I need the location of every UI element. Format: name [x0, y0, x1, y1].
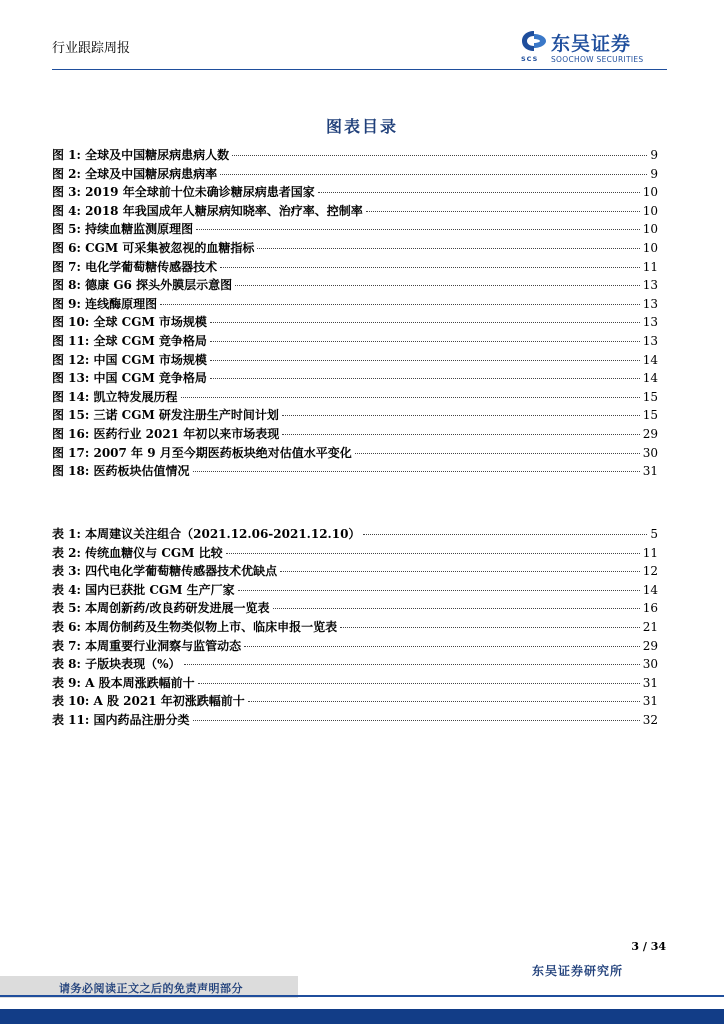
- report-type-label: 行业跟踪周报: [52, 41, 131, 56]
- table-toc-entry[interactable]: [52, 599, 658, 618]
- table-toc-entry[interactable]: [52, 525, 658, 544]
- figure-toc-entry[interactable]: [52, 425, 658, 444]
- toc-leader-dots: [318, 192, 640, 193]
- figure-toc-entry[interactable]: [52, 258, 658, 277]
- toc-entry-label[interactable]: 图 2: 全球及中国糖尿病患病率: [52, 166, 218, 181]
- figure-toc-entry[interactable]: [52, 462, 658, 481]
- footer-band: [0, 1009, 724, 1024]
- figure-toc-entry[interactable]: [52, 351, 658, 370]
- toc-leader-dots: [220, 174, 647, 175]
- toc-leader-dots: [355, 453, 640, 454]
- page-number: 3 / 34: [631, 940, 666, 953]
- toc-leader-dots: [198, 683, 640, 684]
- toc-leader-dots: [273, 608, 640, 609]
- toc-entry-page[interactable]: 14: [642, 371, 658, 386]
- toc-entry-page[interactable]: 31: [642, 694, 658, 709]
- toc-entry-page[interactable]: 10: [642, 222, 658, 237]
- footer-divider: [0, 995, 724, 997]
- toc-leader-dots: [160, 304, 640, 305]
- toc-leader-dots: [210, 322, 640, 323]
- toc-entry-label[interactable]: 图 9: 连线酶原理图: [52, 296, 158, 311]
- toc-entry-label[interactable]: 图 13: 中国 CGM 竞争格局: [52, 371, 207, 386]
- table-toc-entry[interactable]: [52, 637, 658, 656]
- toc-entry-page[interactable]: 31: [642, 675, 658, 690]
- toc-leader-dots: [226, 553, 640, 554]
- toc-entry-label[interactable]: 图 14: 凯立特发展历程: [52, 389, 178, 404]
- brand-logo-icon: [521, 30, 547, 52]
- toc-leader-dots: [181, 397, 640, 398]
- header-divider: [52, 69, 667, 70]
- table-toc-entry[interactable]: [52, 692, 658, 711]
- toc-leader-dots: [210, 378, 640, 379]
- footer-organization: 东吴证券研究所: [532, 964, 624, 978]
- toc-entry-label[interactable]: 表 10: A 股 2021 年初涨跌幅前十: [52, 694, 245, 709]
- toc-entry-page[interactable]: 14: [642, 352, 658, 367]
- toc-entry-label[interactable]: 表 11: 国内药品注册分类: [52, 712, 190, 727]
- toc-entry-page[interactable]: 13: [642, 296, 658, 311]
- toc-leader-dots: [282, 434, 639, 435]
- brand-name-en: SOOCHOW SECURITIES: [551, 55, 644, 64]
- toc-entry-label[interactable]: 表 3: 四代电化学葡萄糖传感器技术优缺点: [52, 564, 278, 579]
- toc-leader-dots: [248, 701, 640, 702]
- toc-entry-label[interactable]: 图 16: 医药行业 2021 年初以来市场表现: [52, 426, 280, 441]
- toc-entry-label[interactable]: 表 7: 本周重要行业洞察与监管动态: [52, 638, 242, 653]
- toc-leader-dots: [210, 360, 640, 361]
- figure-toc-entry[interactable]: [52, 276, 658, 295]
- toc-leader-dots: [184, 664, 640, 665]
- toc-entry-label[interactable]: 表 5: 本周创新药/改良药研发进展一览表: [52, 601, 270, 616]
- figure-toc-entry[interactable]: [52, 183, 658, 202]
- toc-entry-page[interactable]: 21: [642, 619, 658, 634]
- figure-toc-entry[interactable]: [52, 295, 658, 314]
- table-toc-entry[interactable]: [52, 544, 658, 563]
- figure-toc-entry[interactable]: [52, 146, 658, 165]
- toc-entry-label[interactable]: 图 6: CGM 可采集被忽视的血糖指标: [52, 240, 255, 255]
- table-toc-entry[interactable]: [52, 711, 658, 730]
- toc-entry-label[interactable]: 图 18: 医药板块估值情况: [52, 464, 190, 479]
- figure-toc-entry[interactable]: [52, 369, 658, 388]
- toc-entry-page[interactable]: 31: [642, 464, 658, 479]
- figure-toc-entry[interactable]: [52, 239, 658, 258]
- toc-entry-page[interactable]: 13: [642, 315, 658, 330]
- toc-leader-dots: [244, 646, 640, 647]
- figure-toc-entry[interactable]: [52, 406, 658, 425]
- figure-toc-entry[interactable]: [52, 388, 658, 407]
- toc-entry-page[interactable]: 30: [642, 445, 658, 460]
- toc-entry-label[interactable]: 表 6: 本周仿制药及生物类似物上市、临床申报一览表: [52, 619, 338, 634]
- toc-leader-dots: [196, 229, 640, 230]
- toc-entry-label[interactable]: 图 1: 全球及中国糖尿病患病人数: [52, 148, 230, 162]
- table-toc-entry[interactable]: [52, 562, 658, 581]
- toc-entry-label[interactable]: 表 1: 本周建议关注组合（2021.12.06-2021.12.10）: [52, 527, 361, 541]
- toc-entry-label[interactable]: 图 12: 中国 CGM 市场规模: [52, 352, 207, 367]
- toc-leader-dots: [366, 211, 640, 212]
- toc-leader-dots: [210, 341, 640, 342]
- toc-title: 图表目录: [325, 117, 398, 136]
- brand-name-cn: 东吴证券: [551, 33, 632, 55]
- toc-entry-label[interactable]: 图 11: 全球 CGM 竞争格局: [52, 333, 207, 348]
- table-toc-entry[interactable]: [52, 618, 658, 637]
- toc-entry-label[interactable]: 表 9: A 股本周涨跌幅前十: [52, 675, 195, 690]
- toc-entry-page[interactable]: 11: [642, 545, 658, 560]
- toc-entry-label[interactable]: 表 8: 子版块表现（%）: [52, 657, 181, 672]
- toc-entry-page[interactable]: 30: [642, 657, 658, 672]
- toc-entry-label[interactable]: 图 10: 全球 CGM 市场规模: [52, 315, 207, 330]
- toc-entry-label[interactable]: 表 2: 传统血糖仪与 CGM 比较: [52, 545, 223, 560]
- toc-entry-label[interactable]: 图 3: 2019 年全球前十位未确诊糖尿病患者国家: [52, 185, 315, 200]
- toc-entry-page[interactable]: 15: [642, 408, 658, 423]
- toc-leader-dots: [193, 471, 640, 472]
- toc-leader-dots: [238, 590, 640, 591]
- toc-leader-dots: [232, 155, 647, 156]
- figure-toc-entry[interactable]: [52, 313, 658, 332]
- toc-entry-label[interactable]: 图 5: 持续血糖监测原理图: [52, 222, 194, 237]
- figure-toc-entry[interactable]: [52, 202, 658, 221]
- toc-leader-dots: [193, 720, 640, 721]
- figure-toc-entry[interactable]: [52, 332, 658, 351]
- toc-entry-page[interactable]: 29: [642, 638, 658, 653]
- table-toc-entry[interactable]: [52, 655, 658, 674]
- toc-leader-dots: [282, 415, 640, 416]
- footer-disclaimer: 请务必阅读正文之后的免责声明部分: [59, 982, 243, 995]
- toc-entry-label[interactable]: 图 15: 三诺 CGM 研发注册生产时间计划: [52, 408, 279, 423]
- toc-entry-page[interactable]: 13: [642, 278, 658, 293]
- figure-toc-entry[interactable]: [52, 220, 658, 239]
- brand-abbr: SCS: [521, 55, 539, 63]
- brand-logo: [521, 28, 666, 68]
- table-toc-entry[interactable]: [52, 674, 658, 693]
- toc-entry-page[interactable]: 12: [642, 564, 658, 579]
- toc-entry-page[interactable]: 9: [650, 166, 658, 181]
- toc-entry-page[interactable]: 5: [650, 527, 658, 541]
- toc-entry-label[interactable]: 图 17: 2007 年 9 月至今期医药板块绝对估值水平变化: [52, 445, 352, 460]
- figure-list: [52, 146, 658, 481]
- toc-leader-dots: [280, 571, 640, 572]
- toc-entry-page[interactable]: 9: [650, 148, 658, 162]
- toc-entry-label[interactable]: 表 4: 国内已获批 CGM 生产厂家: [52, 582, 235, 597]
- toc-entry-page[interactable]: 14: [642, 582, 658, 597]
- toc-leader-dots: [220, 267, 640, 268]
- toc-entry-page[interactable]: 10: [642, 240, 658, 255]
- toc-entry-page[interactable]: 15: [642, 389, 658, 404]
- figure-toc-entry[interactable]: [52, 165, 658, 184]
- toc-entry-label[interactable]: 图 8: 德康 G6 探头外膜层示意图: [52, 278, 233, 293]
- toc-entry-page[interactable]: 16: [642, 601, 658, 616]
- toc-leader-dots: [340, 627, 640, 628]
- toc-entry-page[interactable]: 10: [642, 203, 658, 218]
- toc-entry-page[interactable]: 32: [642, 712, 658, 727]
- toc-leader-dots: [235, 285, 640, 286]
- toc-entry-page[interactable]: 11: [642, 259, 658, 274]
- table-toc-entry[interactable]: [52, 581, 658, 600]
- toc-entry-page[interactable]: 10: [642, 185, 658, 200]
- toc-entry-label[interactable]: 图 7: 电化学葡萄糖传感器技术: [52, 259, 218, 274]
- toc-entry-page[interactable]: 13: [642, 333, 658, 348]
- toc-leader-dots: [363, 534, 647, 535]
- toc-entry-label[interactable]: 图 4: 2018 年我国成年人糖尿病知晓率、治疗率、控制率: [52, 203, 363, 218]
- figure-toc-entry[interactable]: [52, 444, 658, 463]
- toc-entry-page[interactable]: 29: [642, 426, 658, 441]
- toc-leader-dots: [257, 248, 639, 249]
- table-list: [52, 525, 658, 730]
